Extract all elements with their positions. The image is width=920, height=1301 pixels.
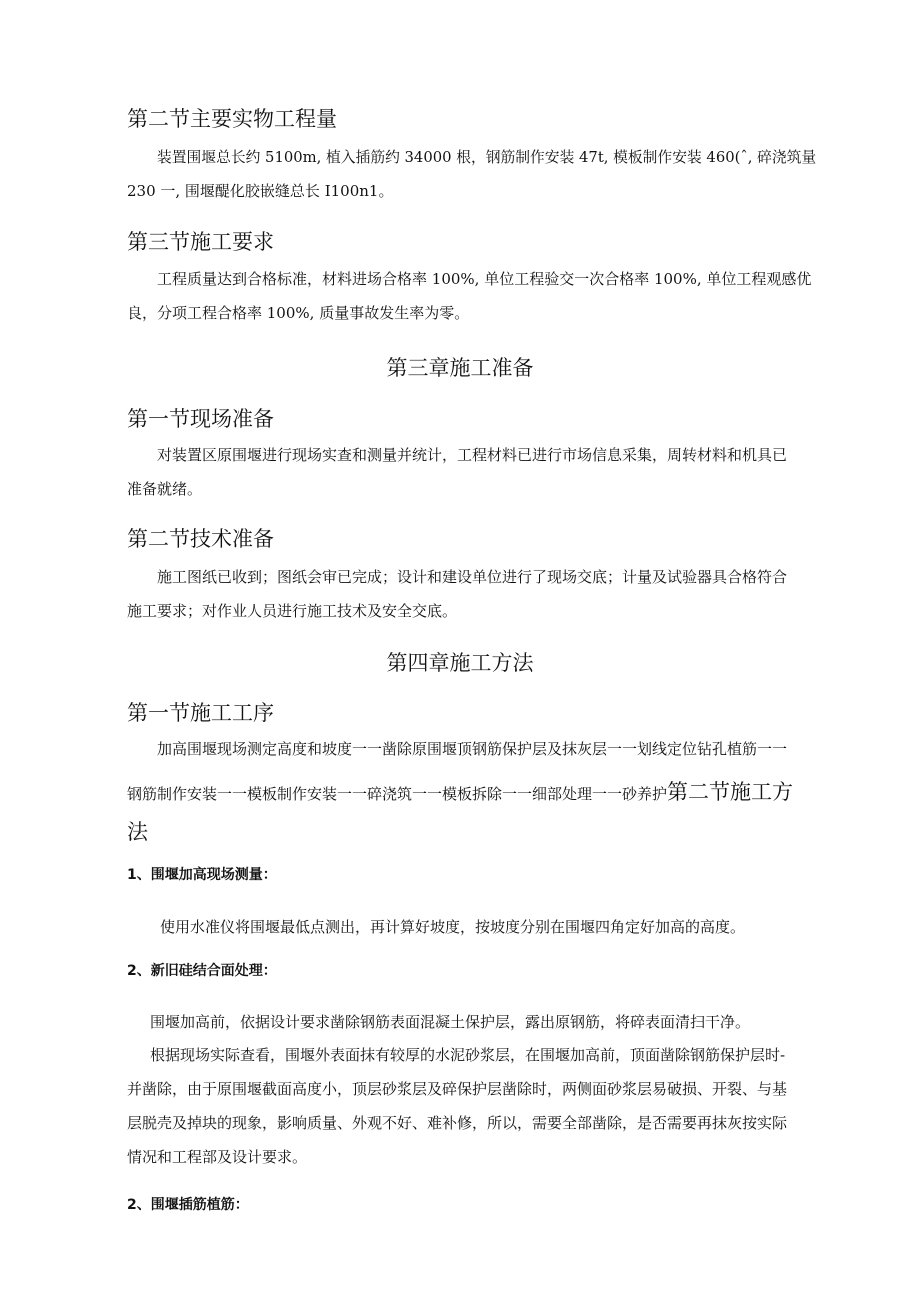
paragraph-line: 使用水准仪将围堰最低点测出，再计算好坡度，按坡度分别在围堰四角定好加高的高度。 xyxy=(160,918,746,936)
paragraph-line: 并凿除，由于原围堰截面高度小，顶层砂浆层及碎保护层凿除时，两侧面砂浆层易破损、开裂、与基 xyxy=(127,1080,788,1098)
subheading-joint-treatment: 2、新旧硅结合面处理： xyxy=(127,963,277,979)
inline-section-heading-continued: 法 xyxy=(127,820,148,844)
paragraph-line: 施工图纸已收到；图纸会审已完成；设计和建设单位进行了现场交底；计量及试验器具合格符合 xyxy=(157,568,788,586)
section-heading-tech-prep: 第二节技术准备 xyxy=(127,527,274,551)
paragraph-text: 钢筋制作安装一一模板制作安装一一碎浇筑一一模板拆除一一细部处理一一砂养护 xyxy=(127,785,668,803)
section-heading-site-prep: 第一节现场准备 xyxy=(127,407,274,431)
paragraph-line: 施工要求；对作业人员进行施工技术及安全交底。 xyxy=(127,602,458,620)
paragraph-line: 围堰加高前，依据设计要求凿除钢筋表面混凝土保护层，露出原钢筋，将碎表面清扫干净。 xyxy=(150,1013,751,1031)
inline-section-heading: 第二节施工方 xyxy=(667,780,794,804)
subheading-dowel-planting: 2、围堰插筋植筋： xyxy=(127,1197,249,1213)
paragraph-line xyxy=(127,776,793,806)
paragraph-line: 对装置区原围堰进行现场实查和测量并统计，工程材料已进行市场信息采集，周转材料和机具已 xyxy=(157,446,788,464)
subheading-survey: 1、围堰加高现场测量： xyxy=(127,867,277,883)
paragraph-line: 装置围堰总长约 5100m, 植入插筋约 34000 根，钢筋制作安装 47t, 模板制作安装 460(ˆ, 碎浇筑量 xyxy=(157,149,817,166)
paragraph-line: 良，分项工程合格率 100%, 质量事故发生率为零。 xyxy=(127,304,470,322)
section-heading-requirements: 第三节施工要求 xyxy=(127,230,274,254)
paragraph-line: 情况和工程部及设计要求。 xyxy=(127,1148,308,1166)
paragraph-line: 加高围堰现场测定高度和坡度一一凿除原围堰顶钢筋保护层及抹灰层一一划线定位钻孔植筋一一 xyxy=(157,740,788,758)
section-heading-main-quantities: 第二节主要实物工程量 xyxy=(127,107,337,131)
paragraph-line: 层脱壳及掉块的现象，影响质量、外观不好、难补修，所以，需要全部凿除，是否需要再抹灰按实际 xyxy=(127,1114,788,1132)
chapter-title-preparation: 第三章施工准备 xyxy=(386,356,534,380)
paragraph-line: 根据现场实际查看，围堰外表面抹有较厚的水泥砂浆层，在围堰加高前，顶面凿除钢筋保护层时- xyxy=(150,1046,786,1064)
paragraph-line: 230 一, 围堰醍化胶嵌缝总长 I100n1。 xyxy=(127,182,394,200)
chapter-title-methods: 第四章施工方法 xyxy=(386,651,534,675)
paragraph-line: 工程质量达到合格标准，材料进场合格率 100%, 单位工程验交一次合格率 100%, 单位工程观感优 xyxy=(157,270,812,288)
paragraph-line: 准备就绪。 xyxy=(127,480,203,498)
section-heading-procedure: 第一节施工工序 xyxy=(127,701,274,725)
